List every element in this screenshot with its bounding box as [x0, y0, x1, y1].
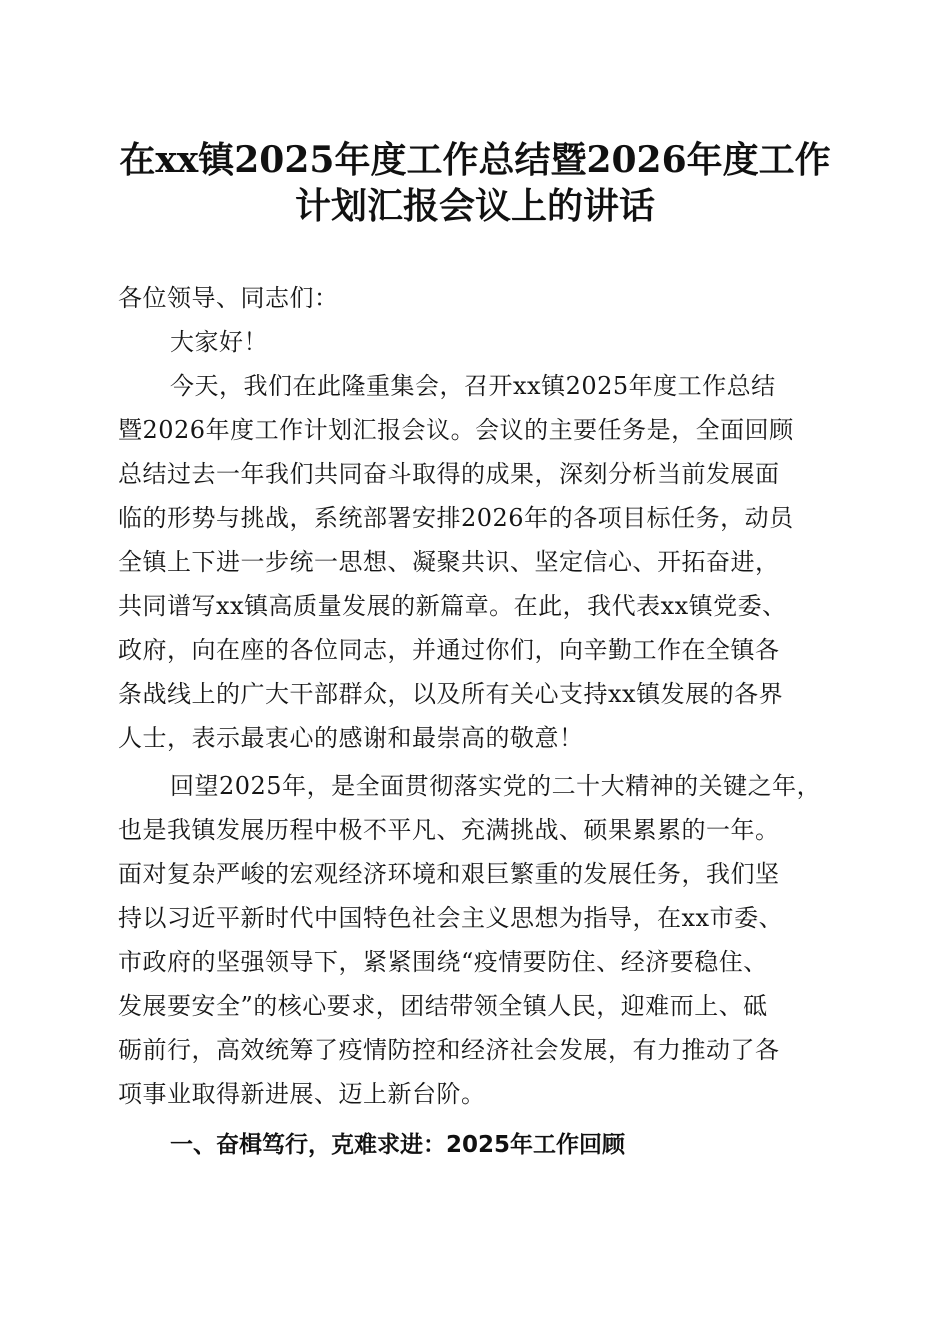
- paragraph-1-line: 全镇上下进一步统一思想、凝聚共识、坚定信心、开拓奋进，: [118, 548, 780, 576]
- paragraph-1-line: 人士，表示最衷心的感谢和最崇高的敬意！: [118, 724, 584, 752]
- paragraph-2-line: 面对复杂严峻的宏观经济环境和艰巨繁重的发展任务，我们坚: [118, 860, 780, 888]
- paragraph-2-line: 发展要安全”的核心要求，团结带领全镇人民，迎难而上、砥: [118, 992, 768, 1020]
- paragraph-1-line: 共同谱写xx镇高质量发展的新篇章。在此，我代表xx镇党委、: [118, 592, 787, 620]
- paragraph-2-line: 项事业取得新进展、迈上新台阶。: [118, 1080, 486, 1108]
- document-title-line-2: 计划汇报会议上的讲话: [294, 185, 655, 227]
- salutation: 各位领导、同志们：: [118, 284, 339, 312]
- greeting: 大家好！: [170, 328, 268, 356]
- paragraph-2-line: 也是我镇发展历程中极不平凡、充满挑战、硕果累累的一年。: [118, 816, 780, 844]
- paragraph-1-line: 今天，我们在此隆重集会，召开xx镇2025年度工作总结: [170, 372, 776, 400]
- section-heading: 一、奋楫笃行，克难求进：2025年工作回顾: [170, 1132, 626, 1158]
- paragraph-1-line: 暨2026年度工作计划汇报会议。会议的主要任务是，全面回顾: [118, 416, 794, 444]
- paragraph-1-line: 总结过去一年我们共同奋斗取得的成果，深刻分析当前发展面: [118, 460, 780, 488]
- paragraph-1-line: 条战线上的广大干部群众，以及所有关心支持xx镇发展的各界: [118, 680, 784, 708]
- paragraph-2-line: 持以习近平新时代中国特色社会主义思想为指导，在xx市委、: [118, 904, 784, 932]
- paragraph-1-line: 政府，向在座的各位同志，并通过你们，向辛勤工作在全镇各: [118, 636, 780, 664]
- paragraph-1-line: 临的形势与挑战，系统部署安排2026年的各项目标任务，动员: [118, 504, 794, 532]
- document-title-line-1: 在xx镇2025年度工作总结暨2026年度工作: [119, 139, 831, 181]
- paragraph-2-line: 砺前行，高效统筹了疫情防控和经济社会发展，有力推动了各: [118, 1036, 780, 1064]
- paragraph-2-line: 市政府的坚强领导下，紧紧围绕“疫情要防住、经济要稳住、: [118, 948, 768, 976]
- paragraph-2-line: 回望2025年，是全面贯彻落实党的二十大精神的关键之年，: [170, 772, 822, 800]
